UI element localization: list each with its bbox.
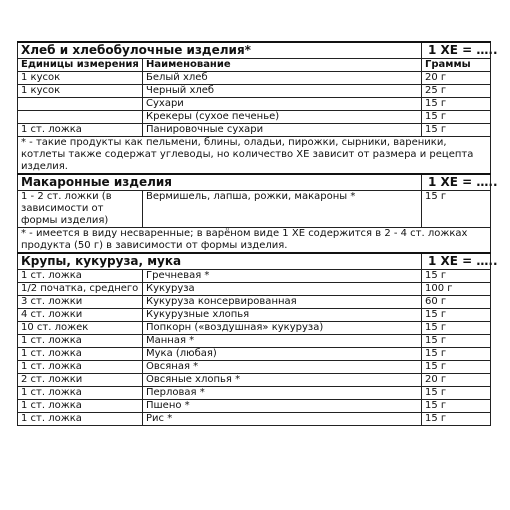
cell-grams: 15 г bbox=[422, 400, 491, 413]
cell-grams: 15 г bbox=[422, 98, 491, 111]
table-row bbox=[18, 335, 491, 348]
footnote-row bbox=[18, 228, 491, 254]
cell-name: Вермишель, лапша, рожки, макароны * bbox=[143, 191, 422, 228]
xe-equals-label: 1 ХЕ = ….. bbox=[422, 253, 491, 270]
cell-grams: 15 г bbox=[422, 348, 491, 361]
xe-equals-label: 1 ХЕ = ….. bbox=[422, 174, 491, 191]
table-row bbox=[18, 124, 491, 137]
cell-name: Кукуруза консервированная bbox=[143, 296, 422, 309]
section-title: Крупы, кукуруза, мука bbox=[18, 253, 422, 270]
xe-equals-label: 1 ХЕ = ….. bbox=[422, 42, 491, 59]
section-header-bread bbox=[18, 42, 491, 59]
cell-grams: 100 г bbox=[422, 283, 491, 296]
table-row bbox=[18, 72, 491, 85]
cell-unit: 1 кусок bbox=[18, 72, 143, 85]
cell-name: Овсяная * bbox=[143, 361, 422, 374]
table-row bbox=[18, 296, 491, 309]
cell-unit: 1 кусок bbox=[18, 85, 143, 98]
cell-grams: 15 г bbox=[422, 413, 491, 426]
cell-grams: 15 г bbox=[422, 124, 491, 137]
cell-unit bbox=[18, 111, 143, 124]
cell-grams: 15 г bbox=[422, 270, 491, 283]
section-title: Хлеб и хлебобулочные изделия* bbox=[18, 42, 422, 59]
cell-grams: 15 г bbox=[422, 387, 491, 400]
cell-unit: 1 ст. ложка bbox=[18, 335, 143, 348]
table-row bbox=[18, 400, 491, 413]
cell-name: Крекеры (сухое печенье) bbox=[143, 111, 422, 124]
column-header-units: Единицы измерения bbox=[18, 59, 143, 72]
cell-unit: 1 ст. ложка bbox=[18, 270, 143, 283]
cell-grams: 20 г bbox=[422, 72, 491, 85]
cell-name: Рис * bbox=[143, 413, 422, 426]
table-row bbox=[18, 361, 491, 374]
cell-grams: 15 г bbox=[422, 335, 491, 348]
cell-grams: 15 г bbox=[422, 191, 491, 228]
cell-unit: 1/2 початка, среднего bbox=[18, 283, 143, 296]
cell-unit: 1 ст. ложка bbox=[18, 348, 143, 361]
footnote-text: * - такие продукты как пельмени, блины, оладьи, пирожки, сырники, вареники, котлеты также содержат углеводы, но количество ХЕ зависит от размера и рецепта изделия. bbox=[18, 137, 491, 175]
cell-unit: 1 ст. ложка bbox=[18, 124, 143, 137]
table-row bbox=[18, 387, 491, 400]
cell-unit: 1 - 2 ст. ложки (в зависимости от формы изделия) bbox=[18, 191, 143, 228]
cell-name: Манная * bbox=[143, 335, 422, 348]
cell-name: Попкорн («воздушная» кукуруза) bbox=[143, 322, 422, 335]
cell-unit bbox=[18, 98, 143, 111]
table-row bbox=[18, 270, 491, 283]
table-row bbox=[18, 111, 491, 124]
cell-name: Кукурузные хлопья bbox=[143, 309, 422, 322]
cell-grams: 15 г bbox=[422, 361, 491, 374]
table-row bbox=[18, 309, 491, 322]
table-row bbox=[18, 85, 491, 98]
section-header-grains bbox=[18, 253, 491, 270]
cell-grams: 15 г bbox=[422, 322, 491, 335]
cell-unit: 2 ст. ложки bbox=[18, 374, 143, 387]
cell-name: Кукуруза bbox=[143, 283, 422, 296]
table-row bbox=[18, 322, 491, 335]
cell-unit: 4 ст. ложки bbox=[18, 309, 143, 322]
table-row bbox=[18, 348, 491, 361]
cell-name: Белый хлеб bbox=[143, 72, 422, 85]
cell-grams: 20 г bbox=[422, 374, 491, 387]
cell-name: Мука (любая) bbox=[143, 348, 422, 361]
cell-name: Пшено * bbox=[143, 400, 422, 413]
cell-name: Сухари bbox=[143, 98, 422, 111]
cell-unit: 1 ст. ложка bbox=[18, 400, 143, 413]
cell-unit: 10 ст. ложек bbox=[18, 322, 143, 335]
cell-name: Черный хлеб bbox=[143, 85, 422, 98]
table-row bbox=[18, 413, 491, 426]
xe-reference-table bbox=[17, 41, 498, 426]
table-row bbox=[18, 374, 491, 387]
cell-name: Панировочные сухари bbox=[143, 124, 422, 137]
xe-reference-table-container bbox=[17, 41, 498, 426]
cell-grams: 60 г bbox=[422, 296, 491, 309]
table-row bbox=[18, 283, 491, 296]
column-header-grams: Граммы bbox=[422, 59, 491, 72]
footnote-row bbox=[18, 137, 491, 175]
cell-grams: 25 г bbox=[422, 85, 491, 98]
cell-unit: 3 ст. ложки bbox=[18, 296, 143, 309]
table-row bbox=[18, 98, 491, 111]
cell-unit: 1 ст. ложка bbox=[18, 361, 143, 374]
cell-grams: 15 г bbox=[422, 111, 491, 124]
cell-name: Перловая * bbox=[143, 387, 422, 400]
footnote-text: * - имеется в виду несваренные; в варёном виде 1 ХЕ содержится в 2 - 4 ст. ложках продукта (50 г) в зависимости от формы изделия. bbox=[18, 228, 491, 254]
cell-name: Овсяные хлопья * bbox=[143, 374, 422, 387]
column-headers bbox=[18, 59, 491, 72]
column-header-name: Наименование bbox=[143, 59, 422, 72]
cell-unit: 1 ст. ложка bbox=[18, 387, 143, 400]
table-row bbox=[18, 191, 491, 228]
section-title: Макаронные изделия bbox=[18, 174, 422, 191]
cell-unit: 1 ст. ложка bbox=[18, 413, 143, 426]
section-header-pasta bbox=[18, 174, 491, 191]
cell-grams: 15 г bbox=[422, 309, 491, 322]
cell-name: Гречневая * bbox=[143, 270, 422, 283]
